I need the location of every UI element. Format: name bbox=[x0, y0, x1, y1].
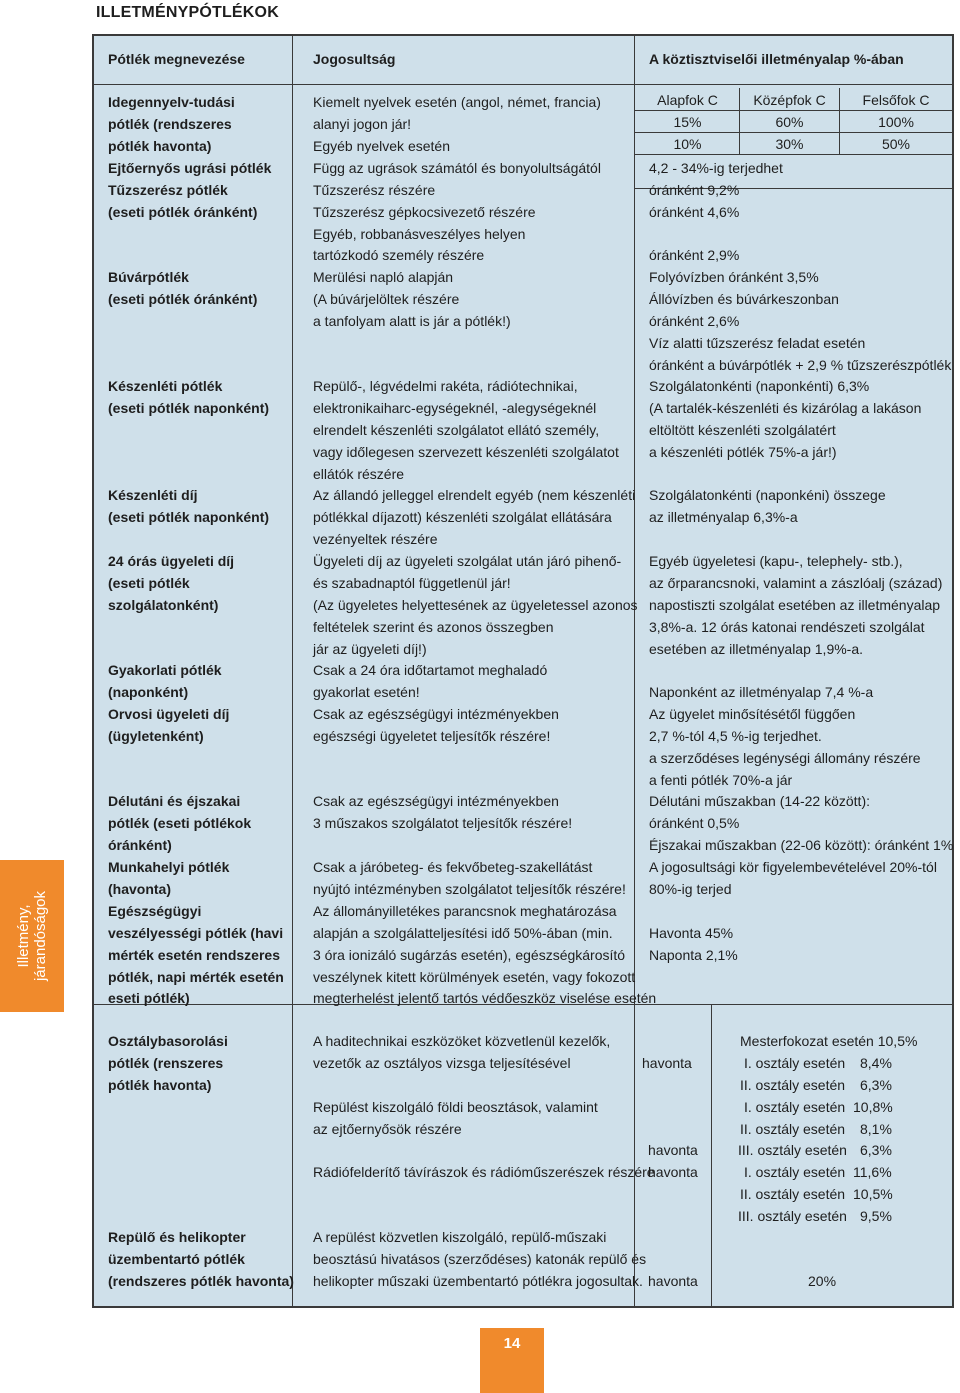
row-name: Osztálybasorolási bbox=[108, 1033, 228, 1049]
eligibility-text: Csak a 24 óra időtartamot meghaladó bbox=[313, 662, 548, 678]
class-label: II. osztály esetén bbox=[740, 1121, 846, 1137]
frequency-text: havonta bbox=[648, 1142, 698, 1158]
amount-text: óránként 9,2% bbox=[649, 182, 740, 198]
row-name: Repülő és helikopter bbox=[108, 1229, 246, 1245]
row-name: Készenléti pótlék bbox=[108, 378, 223, 394]
grade-value: 30% bbox=[775, 136, 804, 152]
eligibility-text: A repülést közvetlen kiszolgáló, repülő-műszaki bbox=[313, 1229, 607, 1245]
eligibility-text: elrendelt készenléti szolgálatot ellátó személy, bbox=[313, 422, 600, 438]
eligibility-text: veszélynek kitett körülmények esetén, vagy fokozott bbox=[313, 969, 636, 985]
eligibility-text: tartózkodó személy részére bbox=[313, 247, 485, 263]
amount-text: Víz alatti tűzszerész feladat esetén bbox=[649, 335, 866, 351]
eligibility-text: Az állandó jelleggel elrendelt egyéb (nem készenléti bbox=[313, 487, 636, 503]
class-value: 6,3% bbox=[860, 1077, 892, 1093]
amount-text: (A tartalék-készenléti és kizárólag a lakáson bbox=[649, 400, 922, 416]
eligibility-text: Rádiófelderítő távírászok és rádióműszerészek részére bbox=[313, 1164, 655, 1180]
class-label: III. osztály esetén bbox=[738, 1142, 847, 1158]
class-value: 11,6% bbox=[853, 1164, 892, 1180]
eligibility-text: Függ az ugrások számától és bonyolultságától bbox=[313, 160, 601, 176]
amount-text: óránként 2,6% bbox=[649, 313, 740, 329]
grade-value: 50% bbox=[881, 136, 911, 152]
amount-text: a fenti pótlék 70%-a jár bbox=[649, 772, 793, 788]
page-number: 14 bbox=[480, 1328, 544, 1393]
row-name: pótlék (renszeres bbox=[108, 1055, 224, 1071]
amount-text: óránként 2,9% bbox=[649, 247, 740, 263]
column-divider bbox=[711, 1004, 712, 1306]
eligibility-text: egészségi ügyeletet teljesítők részére! bbox=[313, 728, 551, 744]
frequency-text: havonta bbox=[642, 1055, 692, 1071]
header-col-amount: A köztisztviselői illetményalap %-ában bbox=[649, 51, 904, 67]
class-value: 6,3% bbox=[860, 1142, 892, 1158]
row-name: pótlék (eseti pótlékok bbox=[108, 815, 252, 831]
amount-text: 20% bbox=[808, 1273, 837, 1289]
amount-text: Havonta 45% bbox=[649, 925, 734, 941]
header-col-eligibility: Jogosultság bbox=[313, 51, 396, 67]
amount-text: 4,2 - 34%-ig terjedhet bbox=[649, 160, 783, 176]
grade-label: Felsőfok C bbox=[862, 92, 930, 108]
row-name: Ejtőernyős ugrási pótlék bbox=[108, 160, 272, 176]
eligibility-text: gyakorlat esetén! bbox=[313, 684, 420, 700]
amount-text: Állóvízben és búvárkeszonban bbox=[649, 291, 839, 307]
class-label: II. osztály esetén bbox=[740, 1186, 846, 1202]
row-name: (naponként) bbox=[108, 684, 189, 700]
eligibility-text: Egyéb nyelvek esetén bbox=[313, 138, 450, 154]
eligibility-text: alapján a szolgálatteljesítési idő 50%-ában (min. bbox=[313, 925, 613, 941]
amount-text: esetében az illetményalap 1,9%-a. bbox=[649, 641, 864, 657]
eligibility-text: elektronikaiharc-egységeknél, -alegységeknél bbox=[313, 400, 597, 416]
eligibility-text: az ejtőernyősök részére bbox=[313, 1121, 462, 1137]
grade-label: Középfok C bbox=[753, 92, 826, 108]
eligibility-text: feltételek szerint és azonos összegben bbox=[313, 619, 554, 635]
row-name: Tűzszerész pótlék bbox=[108, 182, 228, 198]
amount-text: óránként 4,6% bbox=[649, 204, 740, 220]
class-label: I. osztály esetén bbox=[744, 1099, 846, 1115]
row-name: mérték esetén rendszeres bbox=[108, 947, 280, 963]
allowance-table bbox=[92, 34, 954, 1308]
amount-text: Éjszakai műszakban (22-06 között): óránként 1% bbox=[649, 837, 954, 853]
amount-text: óránként a búvárpótlék + 2,9 % tűzszerészpótlék bbox=[649, 357, 952, 373]
row-name: veszélyességi pótlék (havi bbox=[108, 925, 284, 941]
row-name: Búvárpótlék bbox=[108, 269, 189, 285]
eligibility-text: Kiemelt nyelvek esetén (angol, német, francia) bbox=[313, 94, 601, 110]
class-value: 10,5% bbox=[853, 1186, 893, 1202]
class-label: II. osztály esetén bbox=[740, 1077, 846, 1093]
eligibility-text: Tűzszerész részére bbox=[313, 182, 436, 198]
eligibility-text: vezényeltek részére bbox=[313, 531, 438, 547]
amount-text: Naponként az illetményalap 7,4 %-a bbox=[649, 684, 874, 700]
amount-text: Folyóvízben óránként 3,5% bbox=[649, 269, 819, 285]
eligibility-text: a tanfolyam alatt is jár a pótlék!) bbox=[313, 313, 511, 329]
eligibility-text: 3 óra ionizáló sugárzás esetén), egészségkárosító bbox=[313, 947, 626, 963]
amount-text: Naponta 2,1% bbox=[649, 947, 738, 963]
amount-text: Mesterfokozat esetén 10,5% bbox=[740, 1033, 918, 1049]
eligibility-text: A haditechnikai eszközöket közvetlenül kezelők, bbox=[313, 1033, 611, 1049]
eligibility-text: vezetők az osztályos vizsga teljesítésével bbox=[313, 1055, 571, 1071]
row-name: (eseti pótlék naponként) bbox=[108, 400, 270, 416]
eligibility-text: Merülési napló alapján bbox=[313, 269, 454, 285]
row-name: (eseti pótlék óránként) bbox=[108, 291, 258, 307]
row-name: Gyakorlati pótlék bbox=[108, 662, 222, 678]
grade-value: 60% bbox=[775, 114, 804, 130]
grade-label: Alapfok C bbox=[657, 92, 718, 108]
side-tab-line: járandóságok bbox=[32, 890, 49, 982]
class-label: I. osztály esetén bbox=[744, 1055, 846, 1071]
column-divider bbox=[634, 36, 635, 1306]
grade-value: 15% bbox=[673, 114, 702, 130]
eligibility-text: Az állományilletékes parancsnok meghatározása bbox=[313, 903, 617, 919]
eligibility-text: Repülő-, légvédelmi rakéta, rádiótechnikai, bbox=[313, 378, 578, 394]
row-name: Készenléti díj bbox=[108, 487, 198, 503]
header-col-name: Pótlék megnevezése bbox=[108, 51, 245, 67]
section-side-tab bbox=[0, 860, 64, 1012]
amount-text: Délutáni műszakban (14-22 között): bbox=[649, 793, 870, 809]
class-label: III. osztály esetén bbox=[738, 1208, 847, 1224]
eligibility-text: és szabadnaptól függetlenül jár! bbox=[313, 575, 511, 591]
row-name: pótlék (rendszeres bbox=[108, 116, 232, 132]
frequency-text: havonta bbox=[648, 1273, 698, 1289]
class-value: 8,1% bbox=[860, 1121, 892, 1137]
eligibility-text: (Az ügyeletes helyettesének az ügyeletessel azonos bbox=[313, 597, 638, 613]
class-value: 9,5% bbox=[860, 1208, 892, 1224]
eligibility-text: vagy időlegesen szervezett készenléti szolgálatot bbox=[313, 444, 619, 460]
row-name: (ügyletenként) bbox=[108, 728, 204, 744]
grade-value: 10% bbox=[673, 136, 702, 152]
class-value: 8,4% bbox=[860, 1055, 892, 1071]
amount-text: az illetményalap 6,3%-a bbox=[649, 509, 798, 525]
amount-text: óránként 0,5% bbox=[649, 815, 740, 831]
row-name: Egészségügyi bbox=[108, 903, 202, 919]
amount-text: Szolgálatonkénti (naponkénti) 6,3% bbox=[649, 378, 870, 394]
eligibility-text: jár az ügyeleti díj!) bbox=[313, 641, 427, 657]
eligibility-text: Repülést kiszolgáló földi beosztások, valamint bbox=[313, 1099, 598, 1115]
row-name: pótlék havonta) bbox=[108, 138, 212, 154]
amount-text: Az ügyelet minősítésétől függően bbox=[649, 706, 856, 722]
eligibility-text: pótlékkal díjazott) készenléti szolgálat ellátására bbox=[313, 509, 612, 525]
eligibility-text: (A búvárjelöltek részére bbox=[313, 291, 460, 307]
eligibility-text: megterhelést jelentő tartós védőeszköz viselése esetén bbox=[313, 990, 657, 1006]
row-name: eseti pótlék) bbox=[108, 990, 190, 1006]
amount-text: 3,8%-a. 12 órás katonai rendészeti szolgálat bbox=[649, 619, 925, 635]
row-name: 24 órás ügyeleti díj bbox=[108, 553, 235, 569]
amount-text: 80%-ig terjed bbox=[649, 881, 732, 897]
eligibility-text: Ügyeleti díj az ügyeleti szolgálat után járó pihenő- bbox=[313, 553, 622, 569]
row-name: (rendszeres pótlék havonta) bbox=[108, 1273, 294, 1289]
section-side-label bbox=[15, 891, 49, 981]
eligibility-text: alanyi jogon jár! bbox=[313, 116, 412, 132]
amount-text: Szolgálatonkénti (naponkéni) összege bbox=[649, 487, 886, 503]
row-name: (eseti pótlék bbox=[108, 575, 190, 591]
amount-text: a szerződéses legénységi állomány részére bbox=[649, 750, 921, 766]
amount-text: 2,7 %-tól 4,5 %-ig terjedhet. bbox=[649, 728, 822, 744]
amount-text: a készenléti pótlék 75%-a jár!) bbox=[649, 444, 837, 460]
amount-text: az őrparancsnoki, valamint a zászlóalj (század) bbox=[649, 575, 943, 591]
row-name: pótlék havonta) bbox=[108, 1077, 212, 1093]
row-name: Délutáni és éjszakai bbox=[108, 793, 241, 809]
eligibility-text: 3 műszakos szolgálatot teljesítők részére! bbox=[313, 815, 573, 831]
row-name: (havonta) bbox=[108, 881, 171, 897]
eligibility-text: ellátók részére bbox=[313, 466, 405, 482]
row-name: Orvosi ügyeleti díj bbox=[108, 706, 230, 722]
row-name: üzembentartó pótlék bbox=[108, 1251, 245, 1267]
amount-text: napostiszti szolgálat esetében az illetményalap bbox=[649, 597, 941, 613]
row-name: Munkahelyi pótlék bbox=[108, 859, 230, 875]
eligibility-text: Tűzszerész gépkocsivezető részére bbox=[313, 204, 536, 220]
eligibility-text: Csak az egészségügyi intézményekben bbox=[313, 793, 559, 809]
row-name: (eseti pótlék óránként) bbox=[108, 204, 258, 220]
frequency-text: havonta bbox=[648, 1164, 698, 1180]
column-divider bbox=[292, 36, 293, 1306]
amount-text: eltöltött készenléti szolgálatért bbox=[649, 422, 836, 438]
eligibility-text: Egyéb, robbanásveszélyes helyen bbox=[313, 226, 526, 242]
row-name: (eseti pótlék naponként) bbox=[108, 509, 270, 525]
page-title: ILLETMÉNYPÓTLÉKOK bbox=[96, 4, 279, 21]
row-name: szolgálatonként) bbox=[108, 597, 219, 613]
eligibility-text: nyújtó intézményben szolgálatot teljesítők részére! bbox=[313, 881, 626, 897]
grade-value: 100% bbox=[878, 114, 914, 130]
amount-text: Egyéb ügyeletesi (kapu-, telephely- stb.), bbox=[649, 553, 903, 569]
class-label: I. osztály esetén bbox=[744, 1164, 846, 1180]
side-tab-line: Illetmény, bbox=[15, 904, 32, 968]
eligibility-text: Csak az egészségügyi intézményekben bbox=[313, 706, 559, 722]
row-name: pótlék, napi mérték esetén bbox=[108, 969, 284, 985]
eligibility-text: Csak a járóbeteg- és fekvőbeteg-szakellátást bbox=[313, 859, 593, 875]
amount-text: A jogosultsági kör figyelembevételével 20%-tól bbox=[649, 859, 937, 875]
row-name: óránként) bbox=[108, 837, 172, 853]
eligibility-text: helikopter műszaki üzembentartó pótlékra jogosultak. bbox=[313, 1273, 643, 1289]
class-value: 10,8% bbox=[853, 1099, 893, 1115]
row-divider bbox=[94, 84, 952, 85]
row-name: Idegennyelv-tudási bbox=[108, 94, 235, 110]
eligibility-text: beosztású hivatásos (szerződéses) katonák repülő és bbox=[313, 1251, 647, 1267]
